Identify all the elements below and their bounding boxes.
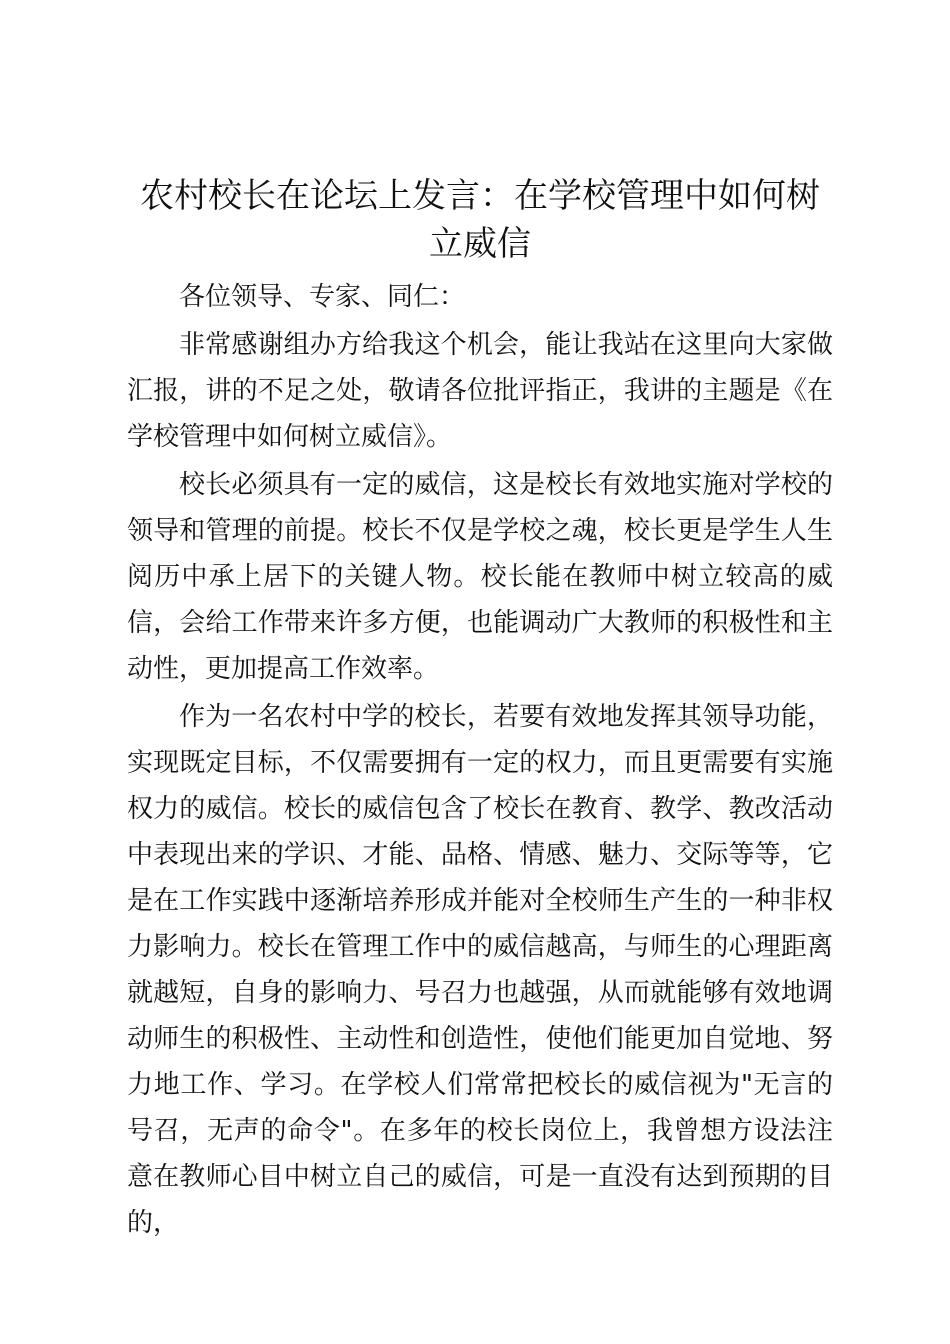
paragraph-prestige-importance: 校长必须具有一定的威信，这是校长有效地实施对学校的领导和管理的前提。校长不仅是学校之魂，校长更是学生人生阅历中承上居下的关键人物。校长能在教师中树立较高的威信，会给工作带来许多方便，也能调动广大教师的积极性和主动性，更加提高工作效率。 — [127, 470, 833, 684]
paragraph-salutation: 各位领导、专家、同仁： — [179, 282, 466, 312]
document-page — [127, 172, 833, 1248]
paragraph-opening: 非常感谢组办方给我这个机会，能让我站在这里向大家做汇报，讲的不足之处，敬请各位批评指正，我讲的主题是《在学校管理中如何树立威信》。 — [127, 330, 833, 452]
paragraph-rural-principal: 作为一名农村中学的校长，若要有效地发挥其领导功能，实现既定目标，不仅需要拥有一定的权力，而且更需要有实施权力的威信。校长的威信包含了校长在教育、教学、教改活动中表现出来的学识、才能、品格、情感、魅力、交际等等，它是在工作实践中逐渐培养形成并能对全校师生产生的一种非权力影响力。校长在管理工作中的威信越高，与师生的心理距离就越短，自身的影响力、号召力也越强，从而就能够有效地调动师生的积极性、主动性和创造性，使他们能更加自觉地、努力地工作、学习。在学校人们常常把校长的威信视为"无言的号召，无声的命令"。在多年的校长岗位上，我曾想方设法注意在教师心目中树立自己的威信，可是一直没有达到预期的目的， — [127, 702, 833, 1238]
document-title: 农村校长在论坛上发言：在学校管理中如何树立威信 — [140, 176, 820, 264]
